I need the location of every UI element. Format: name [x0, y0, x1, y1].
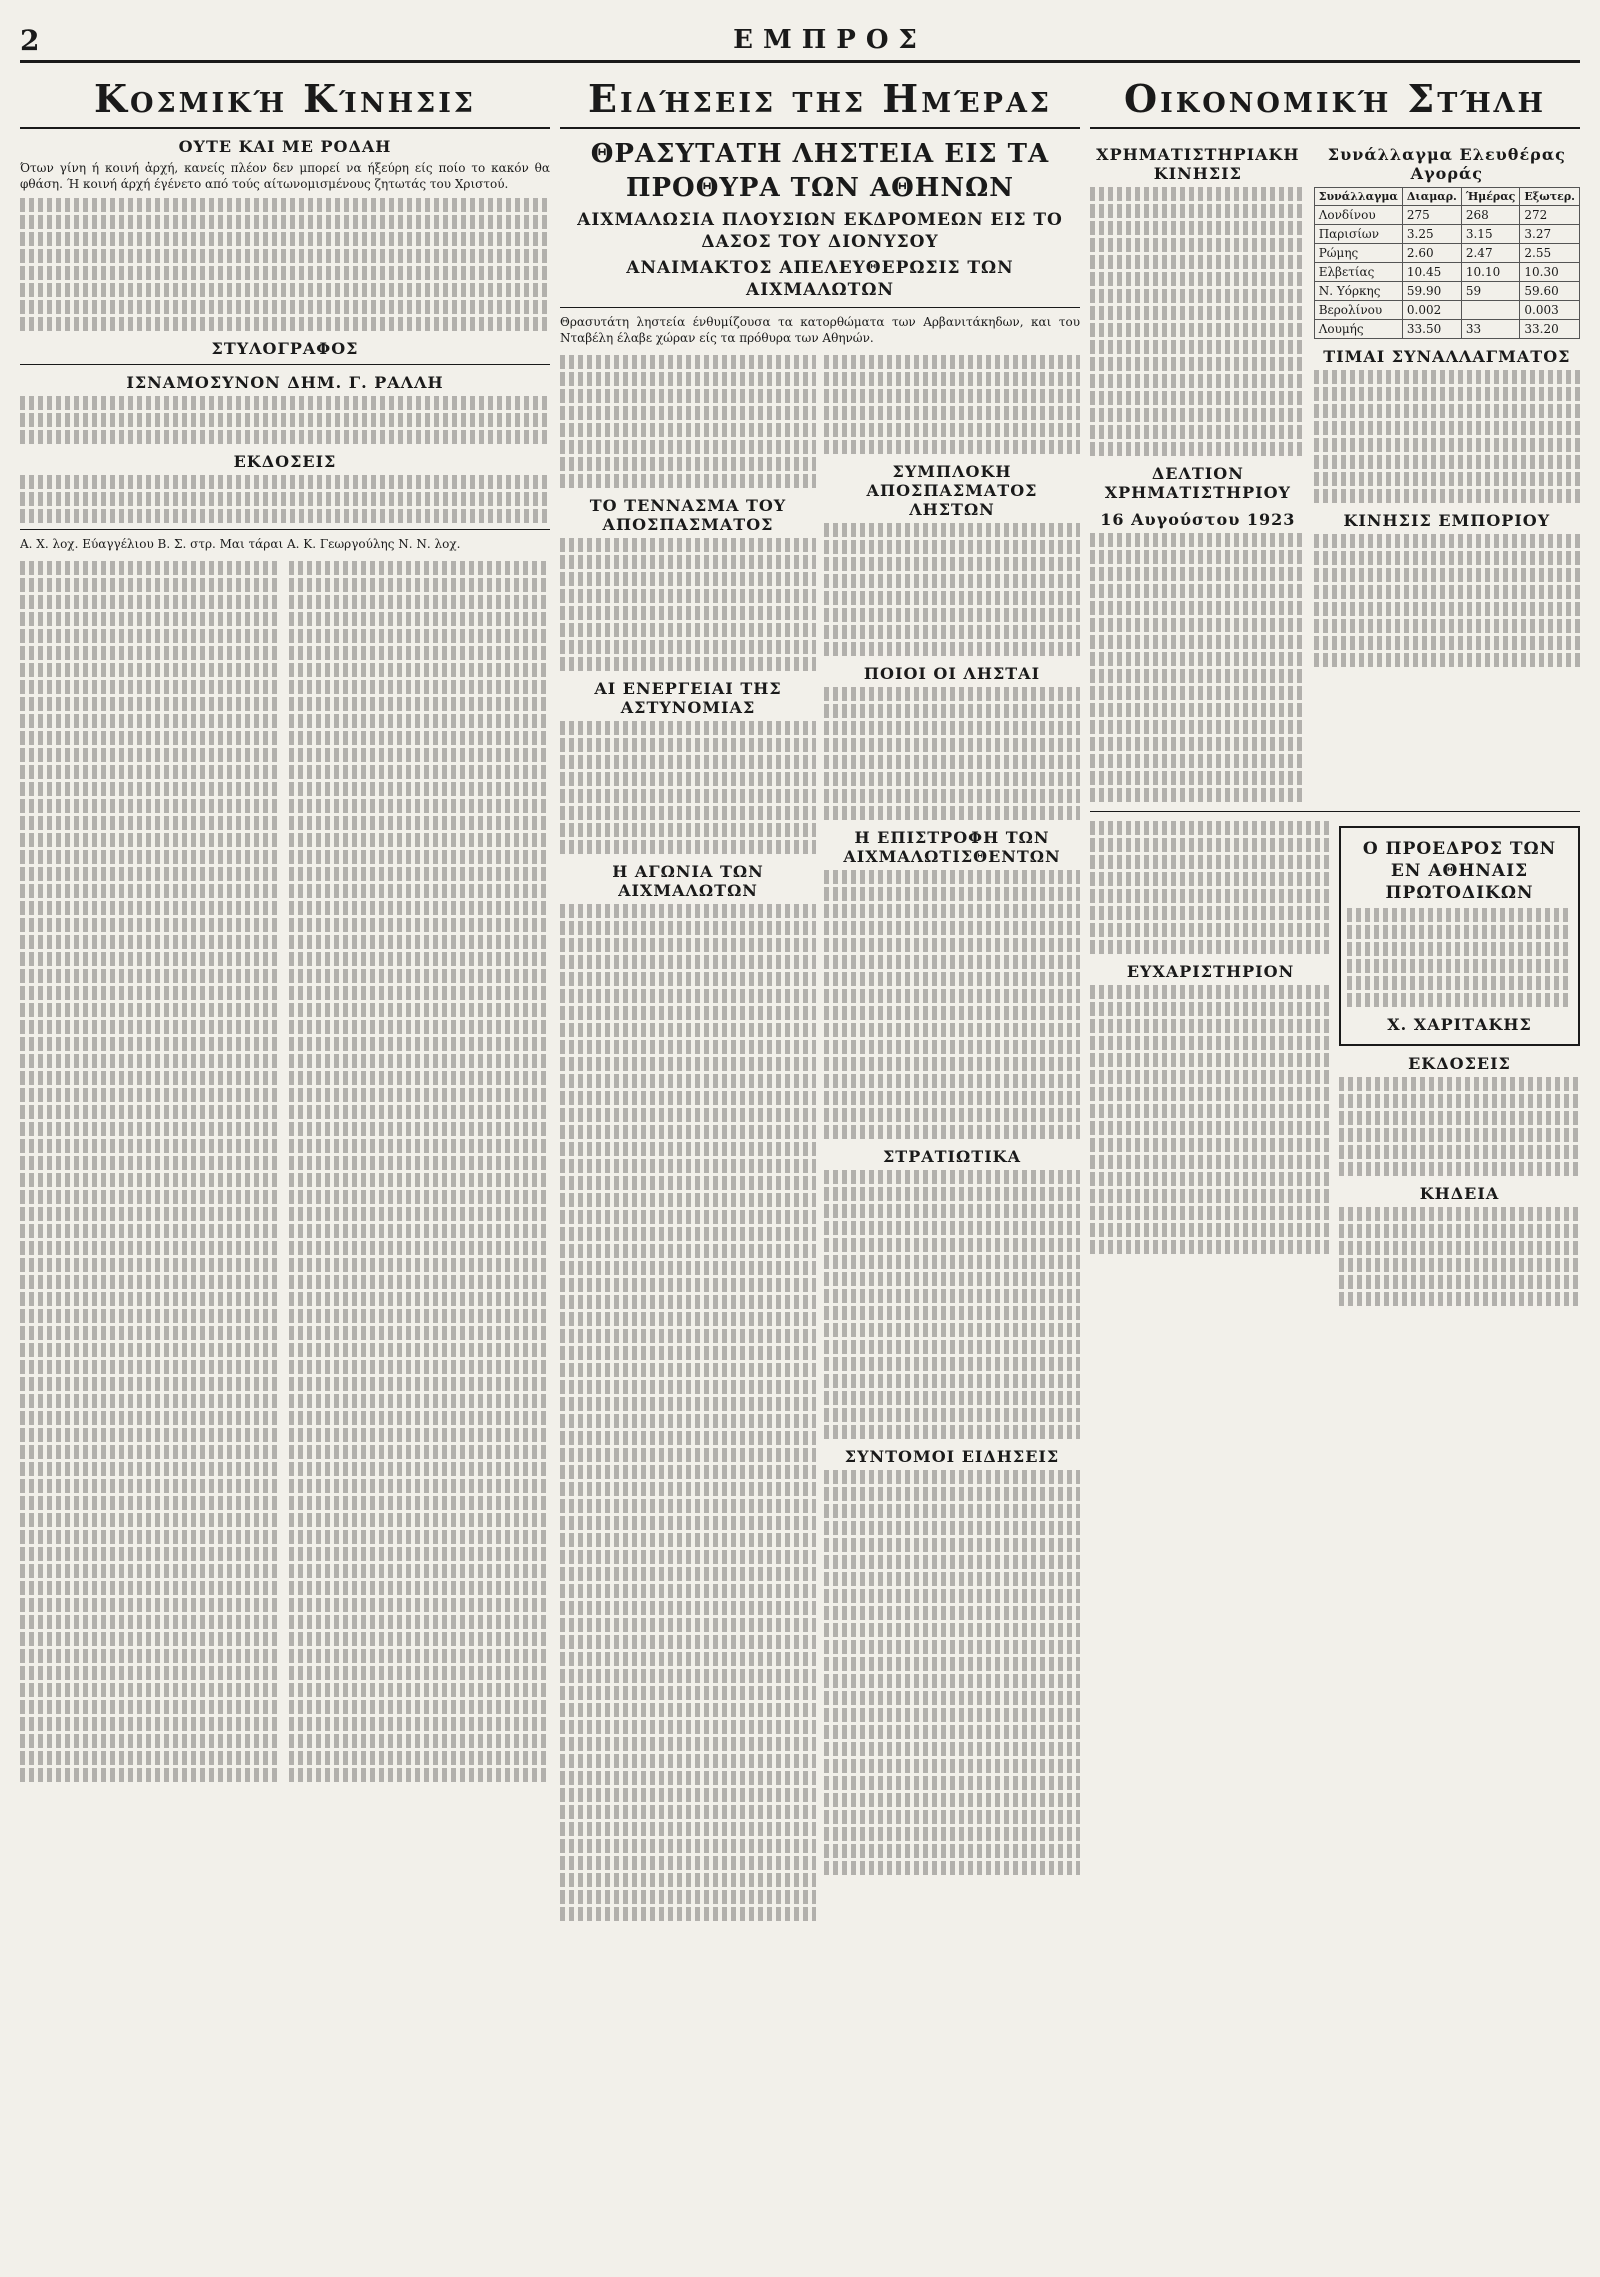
table-row	[1314, 244, 1579, 263]
page-number: 2	[20, 23, 40, 57]
fx-cell: 10.45	[1402, 263, 1461, 282]
court-notice-box	[1339, 826, 1580, 1046]
article-subheading: ΣΤΡΑΤΙΩΤΙΚΑ	[882, 1147, 1021, 1166]
column-finance	[1090, 68, 1580, 2237]
masthead	[20, 20, 1580, 63]
column-news	[560, 68, 1080, 2237]
article-subheading: Η ΕΠΙΣΤΡΟΦΗ ΤΩΝ ΑΙΧΜΑΛΩΤΙΣΘΕΝΤΩΝ	[843, 828, 1061, 866]
article-heading: ΟΥΤΕ ΚΑΙ ΜΕ ΡΟΔΑΗ	[178, 137, 392, 156]
table-row	[1314, 263, 1579, 282]
fx-header: Διαμαρ.	[1402, 188, 1461, 206]
fx-cell: 0.003	[1520, 301, 1580, 320]
table-row	[1314, 282, 1579, 301]
list-text: Α. Χ. λοχ. Εύαγγέλιου Β. Σ. στρ. Μαι τάραι Α. Κ. Γεωργούλης Ν. Ν. λοχ.	[20, 537, 461, 551]
article-subheading: ΠΟΙΟΙ ΟΙ ΛΗΣΤΑΙ	[863, 664, 1041, 683]
table-row	[1314, 225, 1579, 244]
fx-cell: Ν. Υόρκης	[1314, 282, 1402, 301]
article-signature: ΣΤΥΛΟΓΡΑΦΟΣ	[211, 339, 359, 358]
article-heading: ΕΚΔΟΣΕΙΣ	[233, 452, 337, 471]
article-subheading: ΣΥΜΠΛΟΚΗ ΑΠΟΣΠΑΣΜΑΤΟΣ ΛΗΣΤΩΝ	[866, 462, 1038, 519]
headline-deck: ΑΝΑΙΜΑΚΤΟΣ ΑΠΕΛΕΥΘΕΡΩΣΙΣ ΤΩΝ ΑΙΧΜΑΛΩΤΩΝ	[626, 258, 1014, 300]
fx-cell: 59.60	[1520, 282, 1580, 301]
fx-cell	[1461, 301, 1520, 320]
fx-cell: 3.15	[1461, 225, 1520, 244]
fx-cell: 33.20	[1520, 320, 1580, 339]
article-subheading: ΣΥΝΤΟΜΟΙ ΕΙΔΗΣΕΙΣ	[844, 1447, 1060, 1466]
fx-cell: 268	[1461, 206, 1520, 225]
article-subheading: ΑΙ ΕΝΕΡΓΕΙΑΙ ΤΗΣ ΑΣΤΥΝΟΜΙΑΣ	[594, 679, 782, 717]
fx-table	[1314, 187, 1580, 339]
fx-header: Συνάλλαγμα	[1314, 188, 1402, 206]
fx-cell: Ρώμης	[1314, 244, 1402, 263]
article-subheading: ΤΟ ΤΕΝΝΑΣΜΑ ΤΟΥ ΑΠΟΣΠΑΣΜΑΤΟΣ	[589, 496, 787, 534]
paper-title: ΕΜΠΡΟΣ	[733, 25, 927, 55]
article-heading: ΙΣΝΑΜΟΣΥΝΟΝ ΔΗΜ. Γ. ΡΑΛΛΗ	[126, 373, 444, 392]
table-row	[1314, 206, 1579, 225]
rates-title: ΤΙΜΑΙ ΣΥΝΑΛΛΑΓΜΑΤΟΣ	[1323, 347, 1571, 366]
article-subheading: Η ΑΓΩΝΙΑ ΤΩΝ ΑΙΧΜΑΛΩΤΩΝ	[612, 862, 764, 900]
fx-cell: 2.55	[1520, 244, 1580, 263]
article-heading: ΚΙΝΗΣΙΣ ΕΜΠΟΡΙΟΥ	[1343, 511, 1551, 530]
article-lead: Θρασυτάτη ληστεία ένθυμίζουσα τα κατορθώματα των Αρβανιτάκηδων, και του Νταβέλη έλαβε χώραν είς τα πρόθυρα των Αθηνών.	[560, 315, 1080, 345]
notice-signature: Χ. ΧΑΡΙΤΑΚΗΣ	[1387, 1015, 1532, 1034]
fx-header: Εξωτερ.	[1520, 188, 1580, 206]
newspaper-page	[20, 20, 1580, 2237]
fx-cell: Ελβετίας	[1314, 263, 1402, 282]
fx-cell: 3.27	[1520, 225, 1580, 244]
section-title: Κοσμική Κίνησις	[20, 68, 550, 129]
headline-deck: ΑΙΧΜΑΛΩΣΙΑ ΠΛΟΥΣΙΩΝ ΕΚΔΡΟΜΕΩΝ ΕΙΣ ΤΟ ΔΑΣΟΣ ΤΟΥ ΔΙΟΝΥΣΟΥ	[577, 210, 1063, 252]
fx-cell: Λουμής	[1314, 320, 1402, 339]
fx-table-title: Συνάλλαγμα Ελευθέρας Αγοράς	[1327, 145, 1566, 183]
fx-cell: 0.002	[1402, 301, 1461, 320]
fx-cell: 33	[1461, 320, 1520, 339]
fx-cell: Βερολίνου	[1314, 301, 1402, 320]
fx-cell: 272	[1520, 206, 1580, 225]
fx-cell: 275	[1402, 206, 1461, 225]
notice-title: Ο ΠΡΟΕΔΡΟΣ ΤΩΝ ΕΝ ΑΘΗΝΑΙΣ ΠΡΩΤΟΔΙΚΩΝ	[1362, 839, 1557, 903]
article-body: Ότων γίνη ή κοινή ἀρχή, κανείς πλέον δεν μπορεί να ήξεύρη είς ποίο το κακόν θα φθάση. Ή κοινή άρχή έγένετο από τούς αίτωνομισμένους ζητωτάς του Χριστού.	[20, 161, 550, 191]
fx-cell: 33.50	[1402, 320, 1461, 339]
fx-cell: Παρισίων	[1314, 225, 1402, 244]
section-title: Οικονομική Στήλη	[1090, 68, 1580, 129]
section-title: Ειδήσεις της Ημέρας	[560, 68, 1080, 129]
fx-cell: 2.47	[1461, 244, 1520, 263]
fx-cell: Λονδίνου	[1314, 206, 1402, 225]
fx-cell: 10.10	[1461, 263, 1520, 282]
fx-cell: 59	[1461, 282, 1520, 301]
table-row	[1314, 301, 1579, 320]
bulletin-title: ΔΕΛΤΙΟΝ ΧΡΗΜΑΤΙΣΤΗΡΙΟΥ	[1104, 464, 1291, 502]
table-row	[1314, 320, 1579, 339]
fx-cell: 10.30	[1520, 263, 1580, 282]
fx-header: Ήμέρας	[1461, 188, 1520, 206]
main-headline: ΘΡΑΣΥΤΑΤΗ ΛΗΣΤΕΙΑ ΕΙΣ ΤΑ ΠΡΟΘΥΡΑ ΤΩΝ ΑΘΗΝΩΝ	[590, 139, 1050, 203]
bulletin-date: 16 Αυγούστου 1923	[1100, 510, 1296, 529]
fx-cell: 59.90	[1402, 282, 1461, 301]
article-heading: ΕΥΧΑΡΙΣΤΗΡΙΟΝ	[1126, 962, 1295, 981]
article-heading: ΚΗΔΕΙΑ	[1419, 1184, 1500, 1203]
column-social	[20, 68, 550, 2237]
article-heading: ΕΚΔΟΣΕΙΣ	[1408, 1054, 1511, 1073]
article-heading: ΧΡΗΜΑΤΙΣΤΗΡΙΑΚΗ ΚΙΝΗΣΙΣ	[1096, 145, 1300, 183]
fx-cell: 3.25	[1402, 225, 1461, 244]
fx-cell: 2.60	[1402, 244, 1461, 263]
